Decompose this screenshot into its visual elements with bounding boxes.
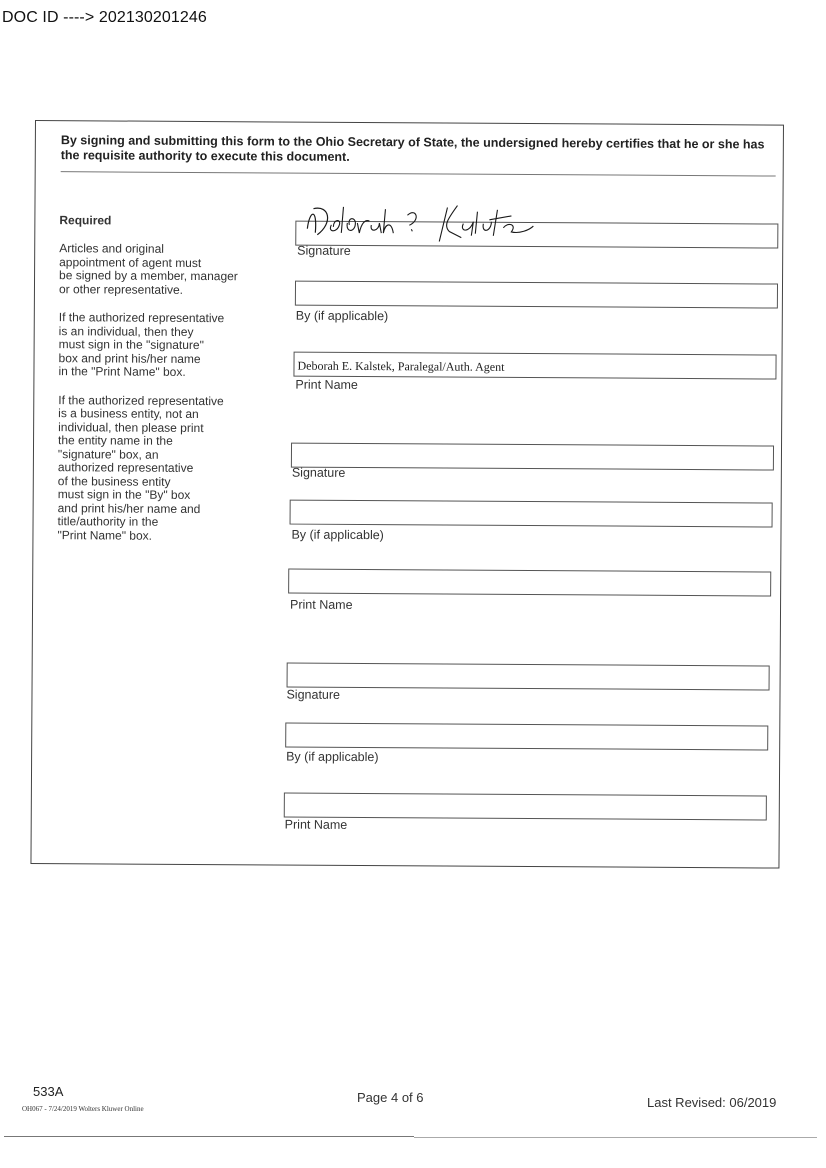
page-number: Page 4 of 6: [357, 1090, 424, 1105]
by-field-2[interactable]: [290, 500, 773, 528]
by-label: By (if applicable): [295, 308, 389, 324]
required-heading: Required: [59, 213, 112, 228]
print-name-field-3[interactable]: [284, 793, 767, 821]
signature-field-3[interactable]: [287, 663, 770, 691]
signature-form: [30, 120, 784, 869]
print-name-label: Print Name: [290, 597, 353, 612]
publisher-line: OH067 - 7/24/2019 Wolters Kluwer Online: [22, 1105, 144, 1113]
instruction-paragraph: Articles and original appointment of agent must be signed by a member, manager or other representative.: [58, 241, 238, 297]
print-name-value: Deborah E. Kalstek, Paralegal/Auth. Agent: [297, 358, 505, 374]
certification-statement: By signing and submitting this form to the Ohio Secretary of State, the undersigned hereby certifies that he or she has the requisite authority to execute this document.: [61, 133, 776, 176]
by-field-3[interactable]: [285, 723, 768, 751]
scan-edge-line: [4, 1136, 414, 1137]
doc-id-header: DOC ID ----> 202130201246: [2, 9, 207, 26]
signing-instructions: [57, 242, 259, 558]
last-revised: Last Revised: 06/2019: [647, 1095, 777, 1110]
signature-field-2[interactable]: [291, 443, 774, 471]
signature-label: Signature: [297, 243, 351, 258]
instruction-paragraph: If the authorized representative is a business entity, not an individual, then please print the entity name in the "signature" box, an authorized representative of the business entity must sign in the "By" box and print his/her name and title/authority in the "Print Name" box.: [57, 392, 224, 543]
by-label: By (if applicable): [291, 527, 384, 543]
instruction-paragraph: If the authorized representative is an individual, then they must sign in the "signature" box and print his/her name in the "Print Name" box.: [58, 310, 225, 379]
print-name-field-1[interactable]: [293, 352, 776, 380]
by-label: By (if applicable): [286, 749, 379, 765]
print-name-field-2[interactable]: [288, 569, 771, 597]
signature-label: Signature: [286, 687, 341, 702]
signature-field-1[interactable]: [295, 221, 778, 249]
signature-label: Signature: [291, 465, 346, 480]
print-name-label: Print Name: [295, 377, 358, 392]
form-number: 533A: [33, 1084, 64, 1099]
by-field-1[interactable]: [295, 281, 778, 309]
print-name-label: Print Name: [284, 817, 348, 832]
scan-edge-line: [414, 1137, 817, 1138]
